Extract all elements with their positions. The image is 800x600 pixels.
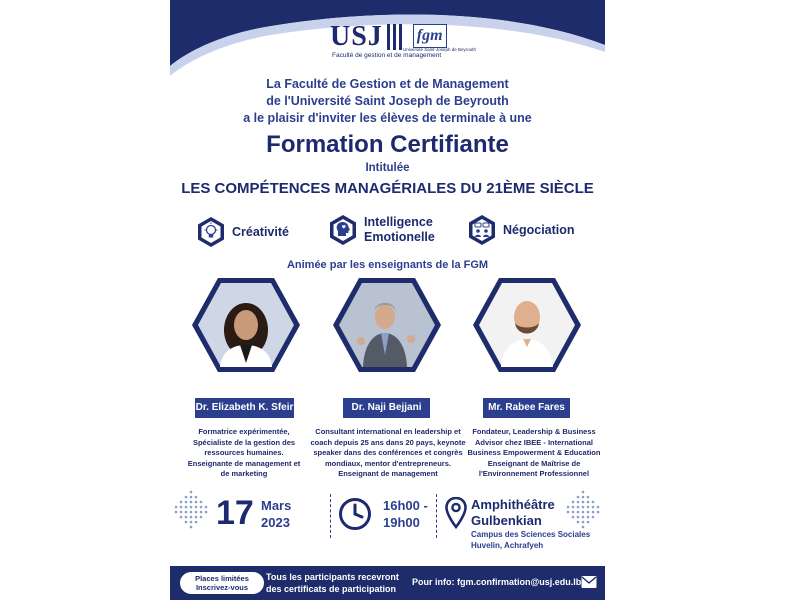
register-pill-line: Inscrivez-vous	[195, 583, 249, 592]
course-subtitle: LES COMPÉTENCES MANAGÉRIALES DU 21ÈME SIÈCLE	[181, 180, 594, 197]
skill-intelligence-emotionnelle	[328, 214, 435, 246]
intitulee-label: Intitulée	[365, 162, 410, 174]
event-year: 2023	[261, 515, 290, 530]
event-time-end: 19h00	[383, 515, 420, 530]
bio-line: Spécialiste de la gestion des	[192, 437, 296, 447]
register-pill[interactable]	[180, 572, 264, 594]
skill-label	[364, 215, 435, 245]
skill-label: Créativité	[232, 224, 289, 239]
divider	[436, 494, 438, 538]
bio-line: Enseignante de management et	[187, 458, 301, 468]
skill-label-line: Emotionelle	[364, 230, 435, 244]
event-time-start: 16h00 -	[383, 498, 428, 513]
speaker-name-sfeir: Dr. Elizabeth K. Sfeir	[195, 398, 294, 418]
skill-label-line: Intelligence	[364, 215, 433, 229]
dot-pattern-left	[170, 488, 212, 538]
faculty-label: Faculté de gestion et de management	[332, 52, 442, 59]
event-poster	[170, 0, 605, 600]
bio-line: Enseignant de management	[338, 469, 438, 478]
speaker-name-bejjani: Dr. Naji Bejjani	[343, 398, 430, 418]
bio-line: mondiaux, mentor d'entrepreneurs.	[325, 458, 451, 468]
bio-line: coach depuis 25 ans dans 20 pays, keynote	[310, 437, 466, 447]
lightbulb-icon	[196, 216, 226, 248]
people-chat-icon	[467, 214, 497, 246]
bio-line: speaker dans des conférences et congrès	[313, 448, 463, 457]
skill-negociation	[467, 214, 575, 246]
university-small-label: Université Saint-Joseph de Beyrouth	[403, 47, 477, 52]
certificate-note-line: Tous les participants recevront	[266, 572, 399, 582]
fgm-logo-text: fgm	[413, 24, 447, 48]
event-month: Mars	[261, 498, 292, 513]
skill-creativite	[196, 216, 289, 248]
bio-line: Consultant international en leadership et	[315, 427, 461, 436]
location-pin-icon	[445, 497, 467, 529]
speaker-bio-sfeir	[182, 427, 306, 480]
divider	[330, 494, 332, 538]
venue-name	[471, 497, 555, 529]
register-pill-line: Places limitées	[195, 573, 249, 583]
mail-icon[interactable]	[581, 575, 597, 589]
animee-label: Animée par les enseignants de la FGM	[286, 259, 489, 271]
speaker-photo-sfeir	[190, 275, 302, 375]
venue-name-line: Gulbenkian	[471, 513, 542, 528]
speaker-name-fares: Mr. Rabee Fares	[483, 398, 570, 418]
bio-line: Fondateur, Leadership & Business	[472, 427, 596, 436]
certificate-note	[266, 571, 399, 595]
clock-icon	[338, 497, 372, 531]
speaker-photo-fares	[471, 275, 583, 375]
certificate-note-line: des certificats de participation	[266, 584, 397, 594]
bio-line: ressources humaines.	[204, 448, 284, 457]
event-day: 17	[216, 494, 254, 532]
bio-line: Formatrice expérimentée,	[198, 427, 290, 436]
footer-bar	[170, 566, 605, 600]
bio-line: l'Environnement Professionnel	[478, 469, 590, 478]
bio-line: Enseignant de Maîtrise de	[487, 458, 581, 468]
bio-line: Advisor chez IBEE - International	[475, 437, 593, 447]
venue-address-line: Campus des Sciences Sociales	[471, 530, 591, 539]
speaker-bio-bejjani	[307, 427, 469, 480]
speaker-photo-bejjani	[331, 275, 443, 375]
event-time	[383, 497, 428, 531]
page-title: Formation Certifiante	[266, 131, 509, 158]
event-month-year	[261, 497, 291, 531]
intro-line-1: La Faculté de Gestion et de Management	[266, 77, 509, 91]
venue-name-line: Amphithéâtre	[471, 497, 555, 512]
speaker-bio-fares	[464, 427, 604, 480]
intro-line-2: de l'Université Saint Joseph de Beyrouth	[266, 94, 509, 108]
venue-address	[471, 530, 590, 551]
skill-label: Négociation	[503, 222, 575, 237]
intro-line-3: a le plaisir d'inviter les élèves de terminale à une	[243, 111, 532, 125]
contact-info[interactable]: Pour info: fgm.confirmation@usj.edu.lb	[412, 577, 582, 587]
venue-address-line: Huvelin, Achrafyeh	[471, 540, 544, 550]
head-heart-icon	[328, 214, 358, 246]
bio-line: de marketing	[220, 469, 268, 478]
bio-line: Business Empowerment & Education	[467, 448, 601, 457]
usj-logo-text: USJ	[330, 21, 383, 52]
